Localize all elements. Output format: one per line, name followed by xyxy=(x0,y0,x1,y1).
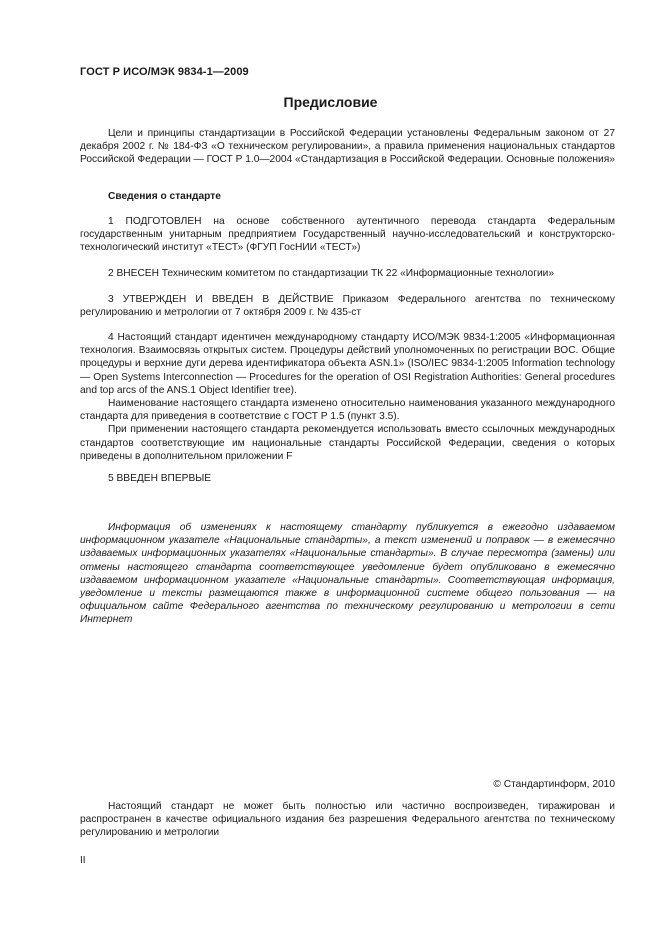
item-5-text: 5 ВВЕДЕН ВПЕРВЫЕ xyxy=(108,473,212,484)
item-3 xyxy=(80,293,615,319)
copyright: © Стандартинформ, 2010 xyxy=(493,779,615,790)
intro-paragraph xyxy=(80,127,615,167)
intro-text: Цели и принципы стандартизации в Российской Федерации установлены Федеральным законом от 27 декабря 2002 г. № 184-ФЗ «О техническом регулировании», а правила применения национальных стандартов Российской Федерации — ГОСТ Р 1.0—2004 «Стандартизация в Российской Федерации. Основные положения» xyxy=(80,128,615,166)
document-code-header: ГОСТ Р ИСО/МЭК 9834-1—2009 xyxy=(80,66,249,78)
item-4-name-change: Наименование настоящего стандарта изменено относительно наименования указанного международного стандарта для приведения в соответствие с ГОСТ Р 1.5 (пункт 3.5). xyxy=(80,398,615,423)
item-2 xyxy=(80,267,615,280)
footer-note-text: Настоящий стандарт не может быть полностью или частично воспроизведен, тиражирован и распространен в качестве официального издания без разрешения Федерального агентства по техническому регулированию и метрологии xyxy=(80,801,615,839)
item-5 xyxy=(80,472,615,485)
page-title: Предисловие xyxy=(283,94,378,110)
page-number: II xyxy=(80,855,86,866)
item-1-text: 1 ПОДГОТОВЛЕН на основе собственного аутентичного перевода стандарта Федеральным государственным унитарным предприятием Государственный научно-исследовательский и конструкторско-технологический институт «ТЕСТ» (ФГУП ГосНИИ «ТЕСТ») xyxy=(80,216,615,254)
footer-note xyxy=(80,800,615,840)
info-note xyxy=(80,521,615,627)
item-4-references: При применении настоящего стандарта рекомендуется использовать вместо ссылочных международных стандартов соответствующие им национальные стандарты Российской Федерации, сведения о которых приведены в дополнительном приложении F xyxy=(80,424,615,462)
item-2-text: 2 ВНЕСЕН Техническим комитетом по стандартизации ТК 22 «Информационные технологии» xyxy=(108,268,554,279)
section-heading: Сведения о стандарте xyxy=(108,191,221,202)
item-4 xyxy=(80,331,615,463)
info-note-text: Информация об изменениях к настоящему стандарту публикуется в ежегодно издаваемом информационном указателе «Национальные стандарты», а текст изменений и поправок — в ежемесячно издаваемых информационных указателях «Национальные стандарты». В случае пересмотра (замены) или отмены настоящего стандарта соответствующее уведомление будет опубликовано в ежемесячно издаваемом информационном указателе «Национальные стандарты». Соответствующая информация, уведомление и тексты размещаются также в информационной системе общего пользования — на официальном сайте Федерального агентства по техническому регулированию и метрологии в сети Интернет xyxy=(80,522,615,626)
item-1 xyxy=(80,215,615,255)
item-3-text: 3 УТВЕРЖДЕН И ВВЕДЕН В ДЕЙСТВИЕ Приказом Федерального агентства по техническому регулированию и метрологии от 7 октября 2009 г. № 435-ст xyxy=(80,294,615,319)
item-4-text: 4 Настоящий стандарт идентичен международному стандарту ИСО/МЭК 9834-1:2005 «Информационная технология. Взаимосвязь открытых систем. Процедуры действий уполномоченных по регистрации ВОС. Общие процедуры и верхние дуги дерева идентификатора объекта ASN.1» (ISO/IEC 9834-1:2005 Information technology — Open Systems Interconnection — Procedures for the operation of OSI Registration Authorities: General procedures and top arcs of the ANS.1 Object Identifier tree). xyxy=(80,332,615,396)
